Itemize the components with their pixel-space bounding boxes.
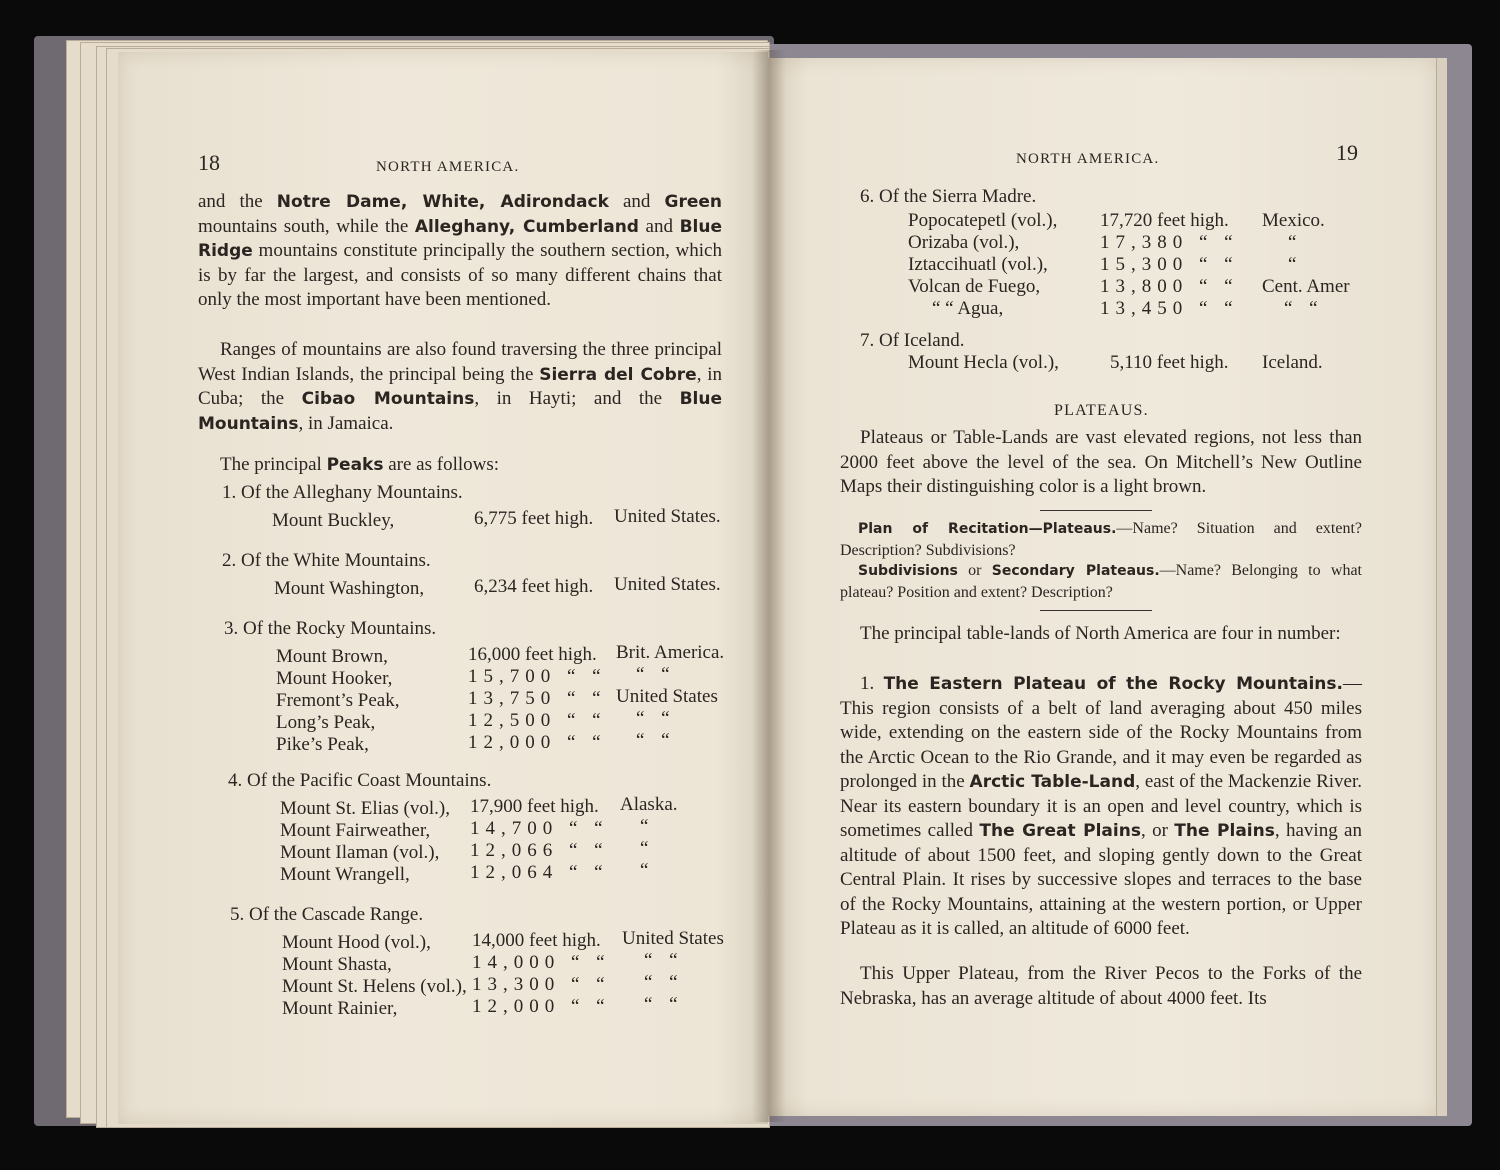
- text: and the: [198, 191, 277, 212]
- bold-term: Sierra del Cobre: [539, 364, 697, 385]
- peak-name: Mount Rainier,: [282, 998, 398, 1019]
- peak-height: 15,300 “ “: [1100, 254, 1239, 275]
- peak-place: Cent. Amer: [1262, 276, 1350, 297]
- peak-name: Mount St. Elias (vol.),: [280, 798, 450, 819]
- bold-term: The Eastern Plateau of the Rocky Mountains.: [883, 674, 1343, 694]
- text: mountains south, while the: [198, 215, 415, 237]
- peak-name: Mount Wrangell,: [280, 864, 410, 885]
- text: Ranges of mountains are also found traversing the three principal West Indian Islands, the principal being the: [198, 339, 722, 385]
- text: , east of the Mackenzie River. Near its eastern boundary it is an open and level country, which is sometimes called: [840, 771, 1362, 841]
- peak-name: Mount Buckley,: [272, 510, 395, 531]
- text: —Name? Belonging to what plateau? Position and extent? Description?: [840, 562, 1362, 601]
- bold-term: Blue Mountains: [198, 389, 722, 434]
- paragraph-west-indies: [198, 338, 722, 436]
- peak-height: 13,450 “ “: [1100, 298, 1239, 319]
- peak-height: 17,900 feet high.: [470, 796, 599, 817]
- group-title: 2. Of the White Mountains.: [222, 550, 431, 571]
- peak-height: 5,110 feet high.: [1110, 352, 1229, 373]
- peak-place: Alaska.: [620, 794, 678, 815]
- text: are as follows:: [383, 454, 500, 475]
- paragraph-upper-plateau: This Upper Plateau, from the River Pecos to the Forks of the Nebraska, has an average altitude of about 4000 feet. Its: [840, 963, 1362, 1009]
- peak-height: 13,300 “ “: [472, 974, 611, 995]
- peak-height: 15,700 “ “: [468, 666, 607, 687]
- peak-height: 12,000 “ “: [472, 996, 611, 1017]
- peak-place: United States.: [614, 506, 721, 527]
- peak-name: Mount St. Helens (vol.),: [282, 976, 467, 997]
- peak-name: Mount Fairweather,: [280, 820, 431, 841]
- page-number: 19: [1336, 140, 1358, 165]
- peak-name: Orizaba (vol.),: [908, 232, 1020, 253]
- bold-term: Secondary Plateaus.: [991, 563, 1160, 579]
- bold-term: Subdivisions: [858, 563, 958, 579]
- divider: [1040, 610, 1152, 611]
- peak-height: 17,380 “ “: [1100, 232, 1239, 253]
- page-number: 18: [198, 150, 220, 175]
- peak-name: Mount Brown,: [276, 646, 388, 667]
- peak-place: “: [640, 816, 649, 837]
- peak-place: “: [640, 860, 649, 881]
- peak-place: United States: [622, 928, 724, 949]
- running-head: NORTH AMERICA.: [1016, 151, 1160, 167]
- peak-height: 14,000 “ “: [472, 952, 611, 973]
- group-title: 5. Of the Cascade Range.: [230, 904, 424, 925]
- peak-height: 12,066 “ “: [470, 840, 609, 861]
- peak-name: Mount Washington,: [274, 578, 425, 599]
- peak-place: United States.: [614, 574, 721, 595]
- peak-place: Brit. America.: [616, 642, 725, 663]
- peak-place: “: [1288, 232, 1297, 253]
- bold-term: Arctic Table-Land: [969, 772, 1136, 792]
- peak-name: “ “ Agua,: [932, 298, 1004, 319]
- peak-name: Mount Hecla (vol.),: [908, 352, 1059, 373]
- bold-term: Cibao Mountains: [301, 389, 475, 409]
- paragraph-plateaus: Plateaus or Table-Lands are vast elevated regions, not less than 2000 feet above the level of the sea. On Mitchell’s New Outline Maps their distinguishing color is a light brown.: [840, 427, 1362, 497]
- peak-name: Mount Hooker,: [276, 668, 393, 689]
- text: 1.: [860, 673, 884, 694]
- peak-height: 13,750 “ “: [468, 688, 607, 709]
- peak-place: “ “: [644, 950, 684, 971]
- peak-place: “ “: [644, 994, 684, 1015]
- peak-height: 14,700 “ “: [470, 818, 609, 839]
- text: — This region consists of a belt of land averaging about 450 miles wide, extending on the eastern side of the Rocky Mountains from the Arctic Ocean to the Rio Grande, and it may even be regarded as prolonged in the: [840, 673, 1362, 792]
- peak-place: “ “: [636, 664, 676, 685]
- text: and: [638, 215, 680, 237]
- bold-term: Blue Ridge: [198, 216, 722, 261]
- peak-place: Mexico.: [1262, 210, 1325, 231]
- bold-term: Plan of Recitation—Plateaus.: [858, 521, 1117, 537]
- text: , or: [1140, 820, 1175, 841]
- peak-height: 12,500 “ “: [468, 710, 607, 731]
- peak-name: Popocatepetl (vol.),: [908, 210, 1058, 231]
- right-page: [768, 58, 1436, 1116]
- peak-height: 13,800 “ “: [1100, 276, 1239, 297]
- left-page: [118, 52, 768, 1124]
- paragraph-mountains: [198, 190, 722, 313]
- group-title: 6. Of the Sierra Madre.: [860, 186, 1037, 207]
- section-heading-plateaus: PLATEAUS.: [1054, 402, 1149, 419]
- peak-place: “: [1288, 254, 1297, 275]
- peak-height: 12,064 “ “: [470, 862, 609, 883]
- peak-height: 12,000 “ “: [468, 732, 607, 753]
- peak-height: 16,000 feet high.: [468, 644, 597, 665]
- divider: [1040, 510, 1152, 511]
- text: or: [957, 562, 992, 579]
- text: and: [608, 191, 665, 212]
- group-title: 4. Of the Pacific Coast Mountains.: [228, 770, 492, 791]
- paragraph-tablelands: The principal table-lands of North America are four in number:: [860, 623, 1341, 644]
- group-title: 3. Of the Rocky Mountains.: [224, 618, 437, 639]
- peak-name: Mount Ilaman (vol.),: [280, 842, 440, 863]
- peaks-intro: [220, 454, 499, 476]
- page-edges: [1436, 58, 1447, 1116]
- paragraph-eastern-plateau: [840, 672, 1362, 942]
- bold-term: Peaks: [326, 455, 384, 475]
- peak-place: “ “: [1284, 298, 1324, 319]
- peak-name: Mount Shasta,: [282, 954, 392, 975]
- peak-name: Volcan de Fuego,: [908, 276, 1041, 297]
- peak-height: 14,000 feet high.: [472, 930, 601, 951]
- recitation-subdivisions: [840, 560, 1362, 603]
- bold-term: Alleghany, Cumberland: [414, 216, 639, 237]
- peak-name: Long’s Peak,: [276, 712, 376, 733]
- text: , in Jamaica.: [298, 412, 394, 434]
- peak-height: 17,720 feet high.: [1100, 210, 1229, 231]
- peak-height: 6,775 feet high.: [474, 508, 594, 529]
- peak-name: Fremont’s Peak,: [276, 690, 400, 711]
- bold-term: Green: [664, 192, 722, 212]
- peak-place: “ “: [636, 730, 676, 751]
- group-title: 1. Of the Alleghany Mountains.: [222, 482, 463, 503]
- text: —Name? Situation and extent? Description? Subdivisions?: [840, 520, 1363, 559]
- text: , having an altitude of about 1500 feet, and sloping gently down to the Great Central Plain. It rises by successive slopes and terraces to the base of the Rocky Mountains, attaining at the western portion, or Upper Plateau as it is called, an altitude of 6000 feet.: [840, 820, 1362, 939]
- gutter-shadow: [752, 50, 786, 1122]
- peak-name: Pike’s Peak,: [276, 734, 369, 755]
- text: , in Hayti; and the: [474, 388, 680, 409]
- text: mountains constitute principally the southern section, which is by far the largest, and consists of so many different chains that only the most important have been mentioned.: [198, 240, 722, 310]
- peak-name: Iztaccihuatl (vol.),: [908, 254, 1048, 275]
- bold-term: Notre Dame, White, Adirondack: [276, 192, 609, 212]
- bold-term: The Great Plains: [979, 821, 1141, 841]
- bold-term: The Plains: [1174, 821, 1275, 841]
- peak-name: Mount Hood (vol.),: [282, 932, 431, 953]
- peak-place: Iceland.: [1262, 352, 1323, 373]
- peak-place: “ “: [636, 708, 676, 729]
- peak-height: 6,234 feet high.: [474, 576, 594, 597]
- text: , in Cuba; the: [198, 363, 722, 409]
- peak-place: United States: [616, 686, 718, 707]
- text: The principal: [220, 454, 327, 475]
- running-head: NORTH AMERICA.: [376, 159, 520, 175]
- recitation-plan: [840, 518, 1362, 561]
- peak-place: “: [640, 838, 649, 859]
- peak-place: “ “: [644, 972, 684, 993]
- group-title: 7. Of Iceland.: [860, 330, 965, 351]
